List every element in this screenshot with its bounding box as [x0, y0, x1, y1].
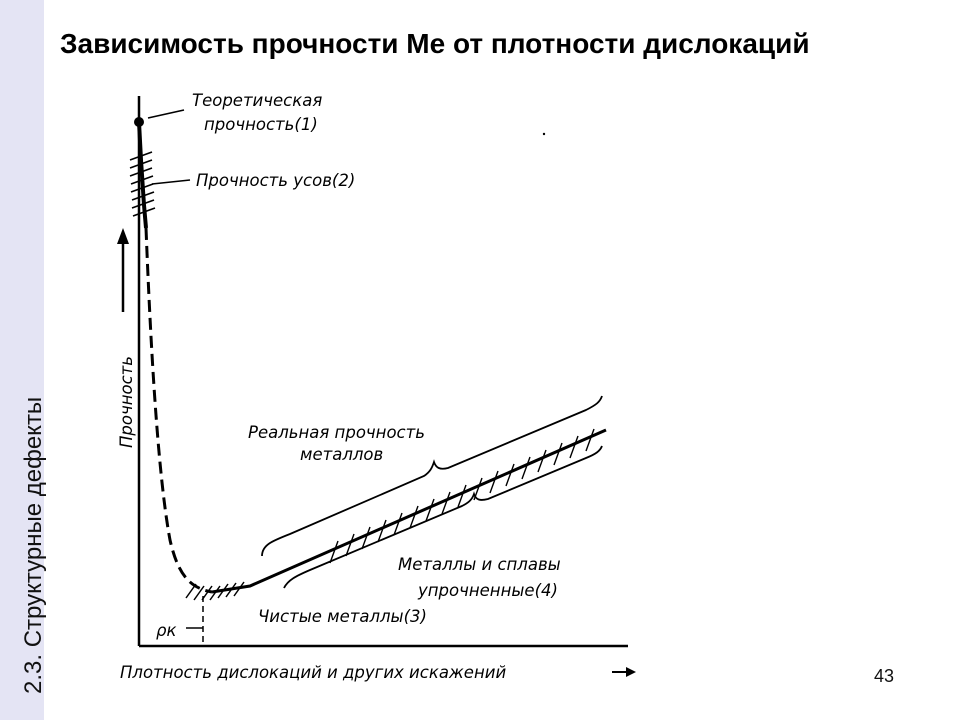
- page-number: 43: [874, 666, 895, 686]
- x-axis-label: Плотность дислокаций и других искажений: [120, 663, 507, 682]
- rho-k-label: ρк: [156, 621, 177, 640]
- whiskers-leader: [152, 180, 190, 184]
- theoretical-label-line2: прочность(1): [204, 115, 318, 134]
- whiskers-label: Прочность усов(2): [196, 171, 356, 190]
- theoretical-leader: [148, 110, 184, 118]
- real-strength-brace: [262, 396, 602, 556]
- real-strength-label-line2: металлов: [300, 445, 384, 464]
- x-axis-arrow: [612, 667, 636, 677]
- real-strength-label-line1: Реальная прочность: [248, 423, 425, 442]
- strength-decline-curve: [146, 228, 212, 592]
- y-axis-arrow: [117, 228, 129, 312]
- alloys-label-line2: упрочненные(4): [418, 581, 558, 600]
- y-axis-label: Прочность: [117, 355, 136, 448]
- slide-title: Зависимость прочности Ме от плотности дислокаций: [60, 28, 810, 59]
- section-label: 2.3. Структурные дефекты: [20, 396, 47, 694]
- stray-dot: [543, 133, 545, 135]
- theoretical-label-line1: Теоретическая: [192, 91, 323, 110]
- pure-metals-label: Чистые металлы(3): [258, 607, 427, 626]
- alloys-label-line1: Металлы и сплавы: [398, 555, 561, 574]
